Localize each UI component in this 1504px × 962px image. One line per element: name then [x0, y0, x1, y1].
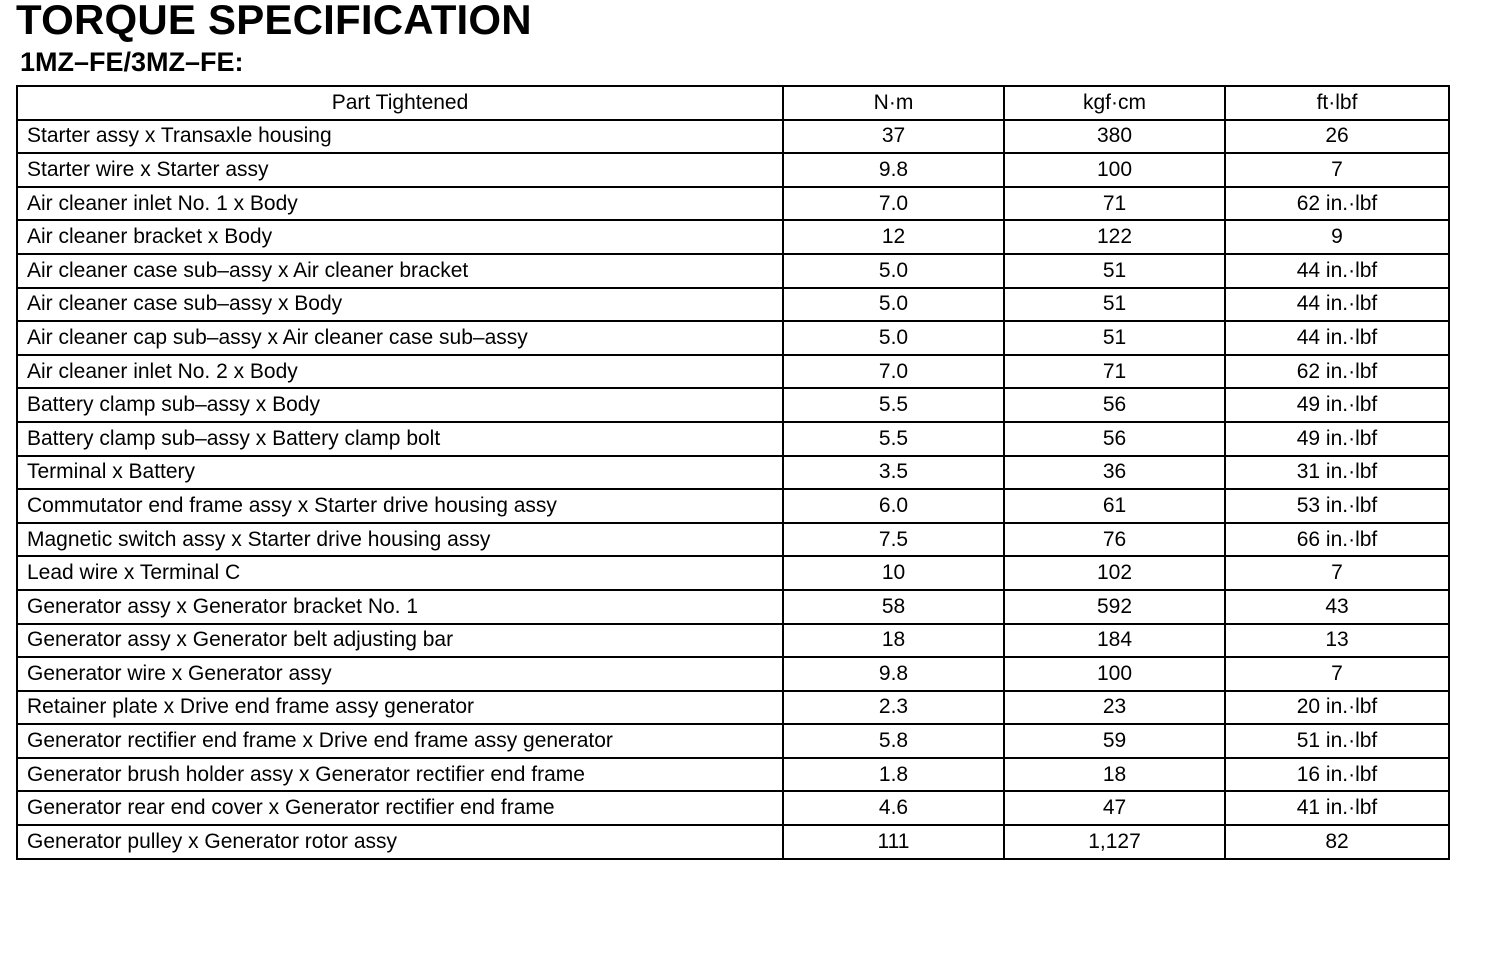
nm-cell: 5.5 [783, 388, 1004, 422]
nm-cell: 37 [783, 120, 1004, 154]
engine-model-subtitle: 1MZ–FE/3MZ–FE: [20, 47, 244, 77]
ft-lbf-cell: 44 in.·lbf [1225, 254, 1449, 288]
ft-lbf-cell: 7 [1225, 153, 1449, 187]
kgf-cm-cell: 122 [1004, 220, 1225, 254]
nm-cell: 9.8 [783, 153, 1004, 187]
kgf-cm-cell: 59 [1004, 724, 1225, 758]
nm-cell: 6.0 [783, 489, 1004, 523]
ft-lbf-cell: 7 [1225, 657, 1449, 691]
part-cell: Generator rectifier end frame x Drive end frame assy generator [17, 724, 783, 758]
table-row [17, 456, 1449, 490]
kgf-cm-cell: 51 [1004, 288, 1225, 322]
table-row [17, 254, 1449, 288]
ft-lbf-cell: 53 in.·lbf [1225, 489, 1449, 523]
ft-lbf-cell: 66 in.·lbf [1225, 523, 1449, 557]
torque-spec-table [16, 85, 1450, 860]
nm-cell: 3.5 [783, 456, 1004, 490]
nm-cell: 1.8 [783, 758, 1004, 792]
nm-cell: 10 [783, 556, 1004, 590]
ft-lbf-cell: 62 in.·lbf [1225, 355, 1449, 389]
kgf-cm-cell: 56 [1004, 388, 1225, 422]
ft-lbf-cell: 7 [1225, 556, 1449, 590]
ft-lbf-cell: 13 [1225, 624, 1449, 658]
table-row [17, 657, 1449, 691]
kgf-cm-cell: 56 [1004, 422, 1225, 456]
ft-lbf-cell: 41 in.·lbf [1225, 791, 1449, 825]
kgf-cm-cell: 71 [1004, 355, 1225, 389]
page-title: TORQUE SPECIFICATION [16, 0, 532, 43]
ft-lbf-cell: 20 in.·lbf [1225, 691, 1449, 725]
ft-lbf-cell: 43 [1225, 590, 1449, 624]
table-row [17, 523, 1449, 557]
part-cell: Commutator end frame assy x Starter drive housing assy [17, 489, 783, 523]
kgf-cm-cell: 100 [1004, 657, 1225, 691]
ft-lbf-cell: 31 in.·lbf [1225, 456, 1449, 490]
ft-lbf-cell: 82 [1225, 825, 1449, 859]
part-cell: Air cleaner cap sub–assy x Air cleaner case sub–assy [17, 321, 783, 355]
table-header-row [17, 86, 1449, 120]
nm-cell: 5.5 [783, 422, 1004, 456]
ft-lbf-cell: 44 in.·lbf [1225, 321, 1449, 355]
nm-cell: 5.0 [783, 288, 1004, 322]
ft-lbf-cell: 44 in.·lbf [1225, 288, 1449, 322]
ft-lbf-cell: 62 in.·lbf [1225, 187, 1449, 221]
kgf-cm-cell: 102 [1004, 556, 1225, 590]
part-cell: Generator assy x Generator belt adjusting bar [17, 624, 783, 658]
nm-cell: 7.0 [783, 355, 1004, 389]
ft-lbf-cell: 26 [1225, 120, 1449, 154]
table-row [17, 355, 1449, 389]
table-row [17, 489, 1449, 523]
part-cell: Starter assy x Transaxle housing [17, 120, 783, 154]
table-row [17, 153, 1449, 187]
kgf-cm-cell: 61 [1004, 489, 1225, 523]
part-cell: Air cleaner case sub–assy x Body [17, 288, 783, 322]
part-cell: Retainer plate x Drive end frame assy generator [17, 691, 783, 725]
ft-lbf-cell: 9 [1225, 220, 1449, 254]
table-row [17, 220, 1449, 254]
part-cell: Starter wire x Starter assy [17, 153, 783, 187]
table-row [17, 691, 1449, 725]
kgf-cm-cell: 51 [1004, 254, 1225, 288]
kgf-cm-cell: 592 [1004, 590, 1225, 624]
header-ft-lbf: ft·lbf [1225, 86, 1449, 120]
nm-cell: 12 [783, 220, 1004, 254]
ft-lbf-cell: 16 in.·lbf [1225, 758, 1449, 792]
kgf-cm-cell: 100 [1004, 153, 1225, 187]
header-nm: N·m [783, 86, 1004, 120]
kgf-cm-cell: 71 [1004, 187, 1225, 221]
nm-cell: 9.8 [783, 657, 1004, 691]
nm-cell: 4.6 [783, 791, 1004, 825]
nm-cell: 2.3 [783, 691, 1004, 725]
table-row [17, 120, 1449, 154]
table-row [17, 724, 1449, 758]
table-row [17, 758, 1449, 792]
nm-cell: 5.0 [783, 254, 1004, 288]
ft-lbf-cell: 49 in.·lbf [1225, 388, 1449, 422]
part-cell: Magnetic switch assy x Starter drive housing assy [17, 523, 783, 557]
nm-cell: 111 [783, 825, 1004, 859]
table-row [17, 825, 1449, 859]
part-cell: Air cleaner case sub–assy x Air cleaner bracket [17, 254, 783, 288]
kgf-cm-cell: 18 [1004, 758, 1225, 792]
kgf-cm-cell: 76 [1004, 523, 1225, 557]
part-cell: Generator pulley x Generator rotor assy [17, 825, 783, 859]
part-cell: Generator assy x Generator bracket No. 1 [17, 590, 783, 624]
kgf-cm-cell: 1,127 [1004, 825, 1225, 859]
part-cell: Battery clamp sub–assy x Battery clamp bolt [17, 422, 783, 456]
table-row [17, 187, 1449, 221]
table-row [17, 791, 1449, 825]
kgf-cm-cell: 36 [1004, 456, 1225, 490]
part-cell: Lead wire x Terminal C [17, 556, 783, 590]
part-cell: Air cleaner inlet No. 1 x Body [17, 187, 783, 221]
kgf-cm-cell: 47 [1004, 791, 1225, 825]
table-row [17, 590, 1449, 624]
table-row [17, 556, 1449, 590]
part-cell: Battery clamp sub–assy x Body [17, 388, 783, 422]
nm-cell: 5.0 [783, 321, 1004, 355]
ft-lbf-cell: 49 in.·lbf [1225, 422, 1449, 456]
table-row [17, 288, 1449, 322]
part-cell: Terminal x Battery [17, 456, 783, 490]
part-cell: Generator rear end cover x Generator rectifier end frame [17, 791, 783, 825]
table-row [17, 624, 1449, 658]
nm-cell: 5.8 [783, 724, 1004, 758]
nm-cell: 7.0 [783, 187, 1004, 221]
kgf-cm-cell: 51 [1004, 321, 1225, 355]
ft-lbf-cell: 51 in.·lbf [1225, 724, 1449, 758]
part-cell: Air cleaner inlet No. 2 x Body [17, 355, 783, 389]
table-body [17, 120, 1449, 859]
header-part-tightened: Part Tightened [17, 86, 783, 120]
part-cell: Generator wire x Generator assy [17, 657, 783, 691]
kgf-cm-cell: 184 [1004, 624, 1225, 658]
table-row [17, 321, 1449, 355]
part-cell: Air cleaner bracket x Body [17, 220, 783, 254]
table-row [17, 422, 1449, 456]
nm-cell: 18 [783, 624, 1004, 658]
kgf-cm-cell: 23 [1004, 691, 1225, 725]
nm-cell: 58 [783, 590, 1004, 624]
table-row [17, 388, 1449, 422]
kgf-cm-cell: 380 [1004, 120, 1225, 154]
part-cell: Generator brush holder assy x Generator rectifier end frame [17, 758, 783, 792]
header-kgf-cm: kgf·cm [1004, 86, 1225, 120]
nm-cell: 7.5 [783, 523, 1004, 557]
